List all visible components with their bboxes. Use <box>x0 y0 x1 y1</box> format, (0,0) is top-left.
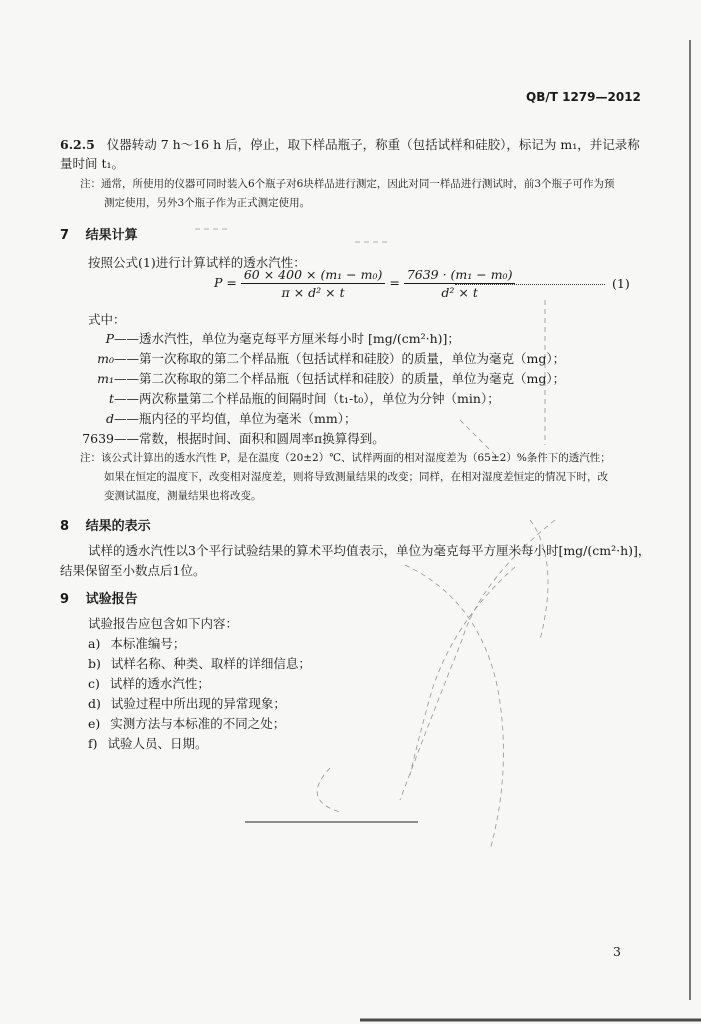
list-item-label: a) <box>88 636 101 651</box>
list-item-text: 实测方法与本标准的不同之处； <box>110 716 286 731</box>
list-item-text: 试验人员、日期。 <box>107 736 208 751</box>
variable-symbol: m₀ <box>97 351 114 366</box>
section-8-line2: 结果保留至小数点后1位。 <box>60 563 206 578</box>
section-number: 7 <box>60 228 70 243</box>
section-9-intro: 试验报告应包含如下内容： <box>88 616 239 631</box>
variable-description: ——透水汽性，单位为毫克每平方厘米每小时 [mg/(cm²·h)]； <box>114 331 460 346</box>
formula-number: (1) <box>612 276 630 291</box>
note-7-line2: 如果在恒定的温度下，改变相对湿度差，则将导致测量结果的改变；同样，在相对湿度差恒定的情况下时，改 <box>104 471 608 483</box>
pencil-arc-right <box>405 565 503 850</box>
section-number: 9 <box>60 592 70 607</box>
section-title: 结果计算 <box>85 228 138 243</box>
pencil-curve-lower <box>317 768 340 812</box>
list-item-text: 试验过程中所出现的异常现象； <box>110 696 286 711</box>
formula-fraction-2-denominator: d² × t <box>441 285 478 300</box>
page-number: 3 <box>613 944 621 959</box>
pencil-stroke-upper <box>530 520 548 640</box>
clause-number: 6.2.5 <box>60 137 95 152</box>
section-7-intro: 按照公式(1)进行计算试样的透水汽性： <box>88 255 306 270</box>
list-item-label: b) <box>88 656 101 671</box>
list-item-text: 试样名称、种类、取样的详细信息； <box>110 656 311 671</box>
pencil-dashes-top <box>195 229 390 242</box>
variable-symbol: d <box>105 411 114 426</box>
where-label: 式中： <box>88 312 126 327</box>
list-item-label: f) <box>88 736 98 751</box>
note-7-line3: 变测试温度，测量结果也将改变。 <box>104 490 262 502</box>
formula-fraction-2-numerator: 7639 · (m₁ − m₀) <box>404 267 516 284</box>
variable-description: ——第二次称取的第二个样品瓶（包括试样和硅胶）的质量，单位为毫克（mg）； <box>114 371 566 386</box>
pencil-diagonal-mark <box>460 420 495 455</box>
variable-symbol: m₁ <box>97 371 114 386</box>
list-item-text: 试样的透水汽性； <box>109 676 210 691</box>
list-item-label: e) <box>88 716 101 731</box>
standard-code: QB/T 1279—2012 <box>526 90 641 104</box>
formula-fraction-1-denominator: π × d² × t <box>281 285 345 300</box>
variable-symbol: t <box>108 391 114 406</box>
variable-symbol: 7639 <box>82 431 114 446</box>
variable-description: ——常数，根据时间、面积和圆周率π换算得到。 <box>114 431 385 446</box>
section-title: 试验报告 <box>85 592 138 607</box>
formula-lhs: P = <box>214 275 237 290</box>
list-item-text: 本标准编号； <box>110 636 186 651</box>
list-item-label: c) <box>88 676 100 691</box>
formula-fraction-1-numerator: 60 × 400 × (m₁ − m₀) <box>241 267 386 284</box>
variable-description: ——两次称量第二个样品瓶的间隔时间（t₁-t₀），单位为分钟（min）； <box>114 391 500 406</box>
formula-equals: = <box>389 275 400 290</box>
section-title: 结果的表示 <box>85 519 151 534</box>
variable-symbol: P <box>105 331 114 346</box>
section-8-line1: 试样的透水汽性以3个平行试验结果的算术平均值表示，单位为毫克每平方厘米每小时[mg/(cm²·h)]， <box>88 543 651 558</box>
variable-description: ——第一次称取的第二个样品瓶（包括试样和硅胶）的质量，单位为毫克（mg）； <box>114 351 566 366</box>
clause-6-2-5-line2: 量时间 t₁。 <box>60 156 125 171</box>
note-7-line1: 注：该公式计算出的透水汽性 P，是在温度（20±2）℃、试样两面的相对湿度差为（65±2）%条件下的透汽性； <box>80 452 611 464</box>
note-6-2-5-line1: 注：通常，所使用的仪器可同时装入6个瓶子对6块样品进行测定，因此对同一样品进行测试时，前3个瓶子可作为预 <box>80 178 615 190</box>
section-number: 8 <box>60 519 70 534</box>
list-item-label: d) <box>88 696 101 711</box>
pencil-arc-middle <box>400 520 555 800</box>
clause-text: 仪器转动 7 h～16 h 后，停止，取下样品瓶子，称重（包括试样和硅胶），标记为 m₁，并记录称 <box>106 137 640 152</box>
variable-description: ——瓶内径的平均值，单位为毫米（mm）； <box>114 411 357 426</box>
note-6-2-5-line2: 测定使用，另外3个瓶子作为正式测定使用。 <box>104 197 311 209</box>
pencil-arc-inner <box>410 567 515 775</box>
